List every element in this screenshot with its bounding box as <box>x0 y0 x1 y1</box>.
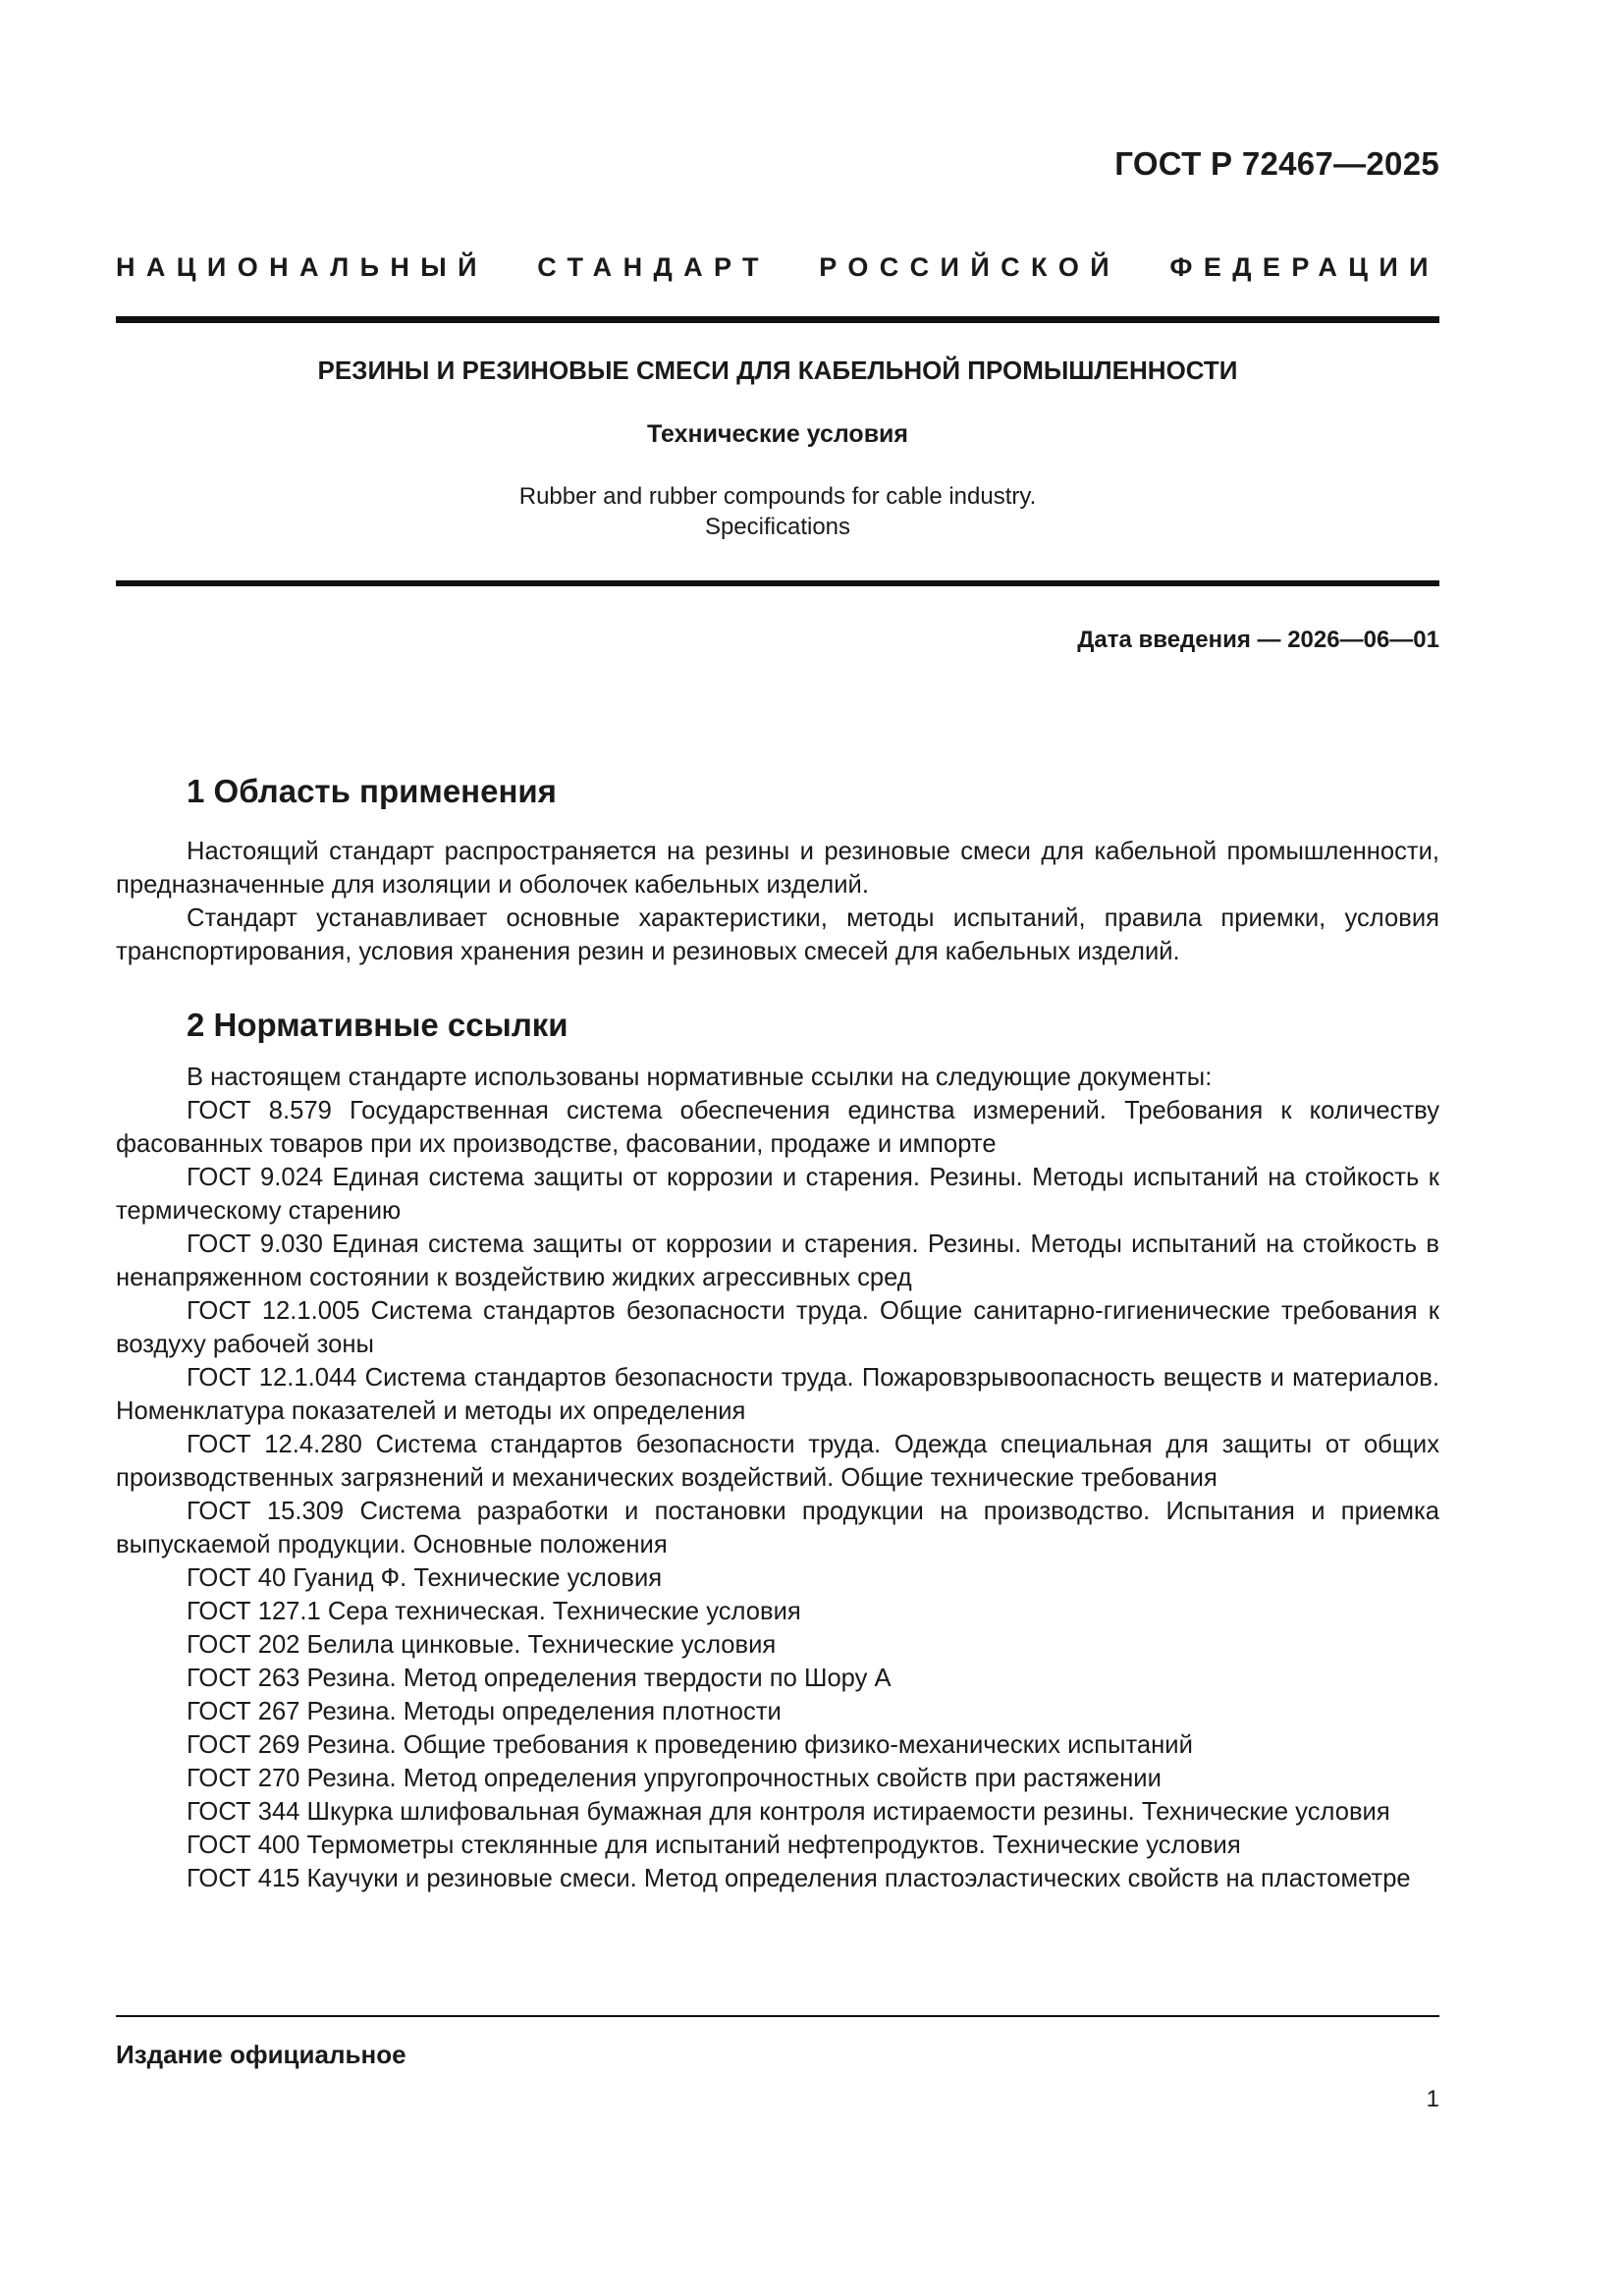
reference-item: ГОСТ 40 Гуанид Ф. Технические условия <box>187 1564 663 1592</box>
reference-item: ГОСТ 12.1.005 Система стандартов безопасности труда. Общие санитарно-гигиенические требования к воздуху рабочей зоны <box>116 1297 1439 1358</box>
reference-item: ГОСТ 202 Белила цинковые. Технические условия <box>187 1631 777 1659</box>
reference-item: ГОСТ 344 Шкурка шлифовальная бумажная для контроля истираемости резины. Технические условия <box>187 1798 1390 1826</box>
document-subtitle: Технические условия <box>646 420 909 448</box>
english-title-line-2: Specifications <box>704 514 851 540</box>
document-id: ГОСТ Р 72467—2025 <box>1114 145 1439 182</box>
official-edition-label: Издание официальное <box>116 2040 406 2069</box>
paragraph: Стандарт устанавливает основные характеристики, методы испытаний, правила приемки, условия транспортирования, условия хранения резин и резиновых смесей для кабельных изделий. <box>116 904 1439 965</box>
reference-item: ГОСТ 9.030 Единая система защиты от коррозии и старения. Резины. Методы испытаний на стойкость в ненапряженном состоянии к воздействию жидких агрессивных сред <box>116 1230 1439 1291</box>
top-divider <box>116 316 1439 323</box>
english-title <box>116 481 1439 542</box>
reference-item: ГОСТ 270 Резина. Метод определения упругопрочностных свойств при растяжении <box>187 1765 1162 1792</box>
reference-item: ГОСТ 263 Резина. Метод определения твердости по Шору А <box>187 1665 892 1692</box>
reference-item: ГОСТ 267 Резина. Методы определения плотности <box>187 1698 782 1725</box>
reference-item: ГОСТ 400 Термометры стеклянные для испытаний нефтепродуктов. Технические условия <box>187 1831 1241 1859</box>
standard-banner: НАЦИОНАЛЬНЫЙ СТАНДАРТ РОССИЙСКОЙ ФЕДЕРАЦИИ <box>116 252 1439 282</box>
section-body-scope <box>116 835 1439 968</box>
reference-item: ГОСТ 9.024 Единая система защиты от коррозии и старения. Резины. Методы испытаний на стойкость к термическому старению <box>116 1164 1439 1225</box>
reference-item: ГОСТ 15.309 Система разработки и постановки продукции на производство. Испытания и приемка выпускаемой продукции. Основные положения <box>116 1498 1439 1558</box>
introduction-date: Дата введения — 2026—06—01 <box>1077 627 1439 653</box>
english-title-line-1: Rubber and rubber compounds for cable industry. <box>518 483 1037 510</box>
section-heading-scope: 1 Область применения <box>187 773 557 809</box>
reference-item: ГОСТ 269 Резина. Общие требования к проведению физико-механических испытаний <box>187 1731 1193 1759</box>
reference-item: ГОСТ 127.1 Сера техническая. Технические условия <box>187 1598 801 1625</box>
reference-item: ГОСТ 12.4.280 Система стандартов безопасности труда. Одежда специальная для защиты от общих производственных загрязнений и механических воздействий. Общие технические требования <box>116 1431 1439 1492</box>
title-divider <box>116 580 1439 586</box>
paragraph: В настоящем стандарте использованы нормативные ссылки на следующие документы: <box>187 1064 1213 1091</box>
reference-item: ГОСТ 12.1.044 Система стандартов безопасности труда. Пожаровзрывоопасность веществ и материалов. Номенклатура показателей и методы их определения <box>116 1364 1439 1425</box>
reference-item: ГОСТ 8.579 Государственная система обеспечения единства измерений. Требования к количеству фасованных товаров при их производстве, фасовании, продаже и импорте <box>116 1097 1439 1158</box>
document-title: РЕЗИНЫ И РЕЗИНОВЫЕ СМЕСИ ДЛЯ КАБЕЛЬНОЙ ПРОМЫШЛЕННОСТИ <box>317 355 1238 385</box>
page-number: 1 <box>1426 2086 1439 2112</box>
section-heading-references: 2 Нормативные ссылки <box>187 1007 568 1043</box>
reference-item: ГОСТ 415 Каучуки и резиновые смеси. Метод определения пластоэластических свойств на пластометре <box>187 1865 1411 1892</box>
section-body-references <box>116 1061 1439 1895</box>
footer-divider <box>116 2015 1439 2017</box>
paragraph: Настоящий стандарт распространяется на резины и резиновые смеси для кабельной промышленности, предназначенные для изоляции и оболочек кабельных изделий. <box>116 838 1439 899</box>
